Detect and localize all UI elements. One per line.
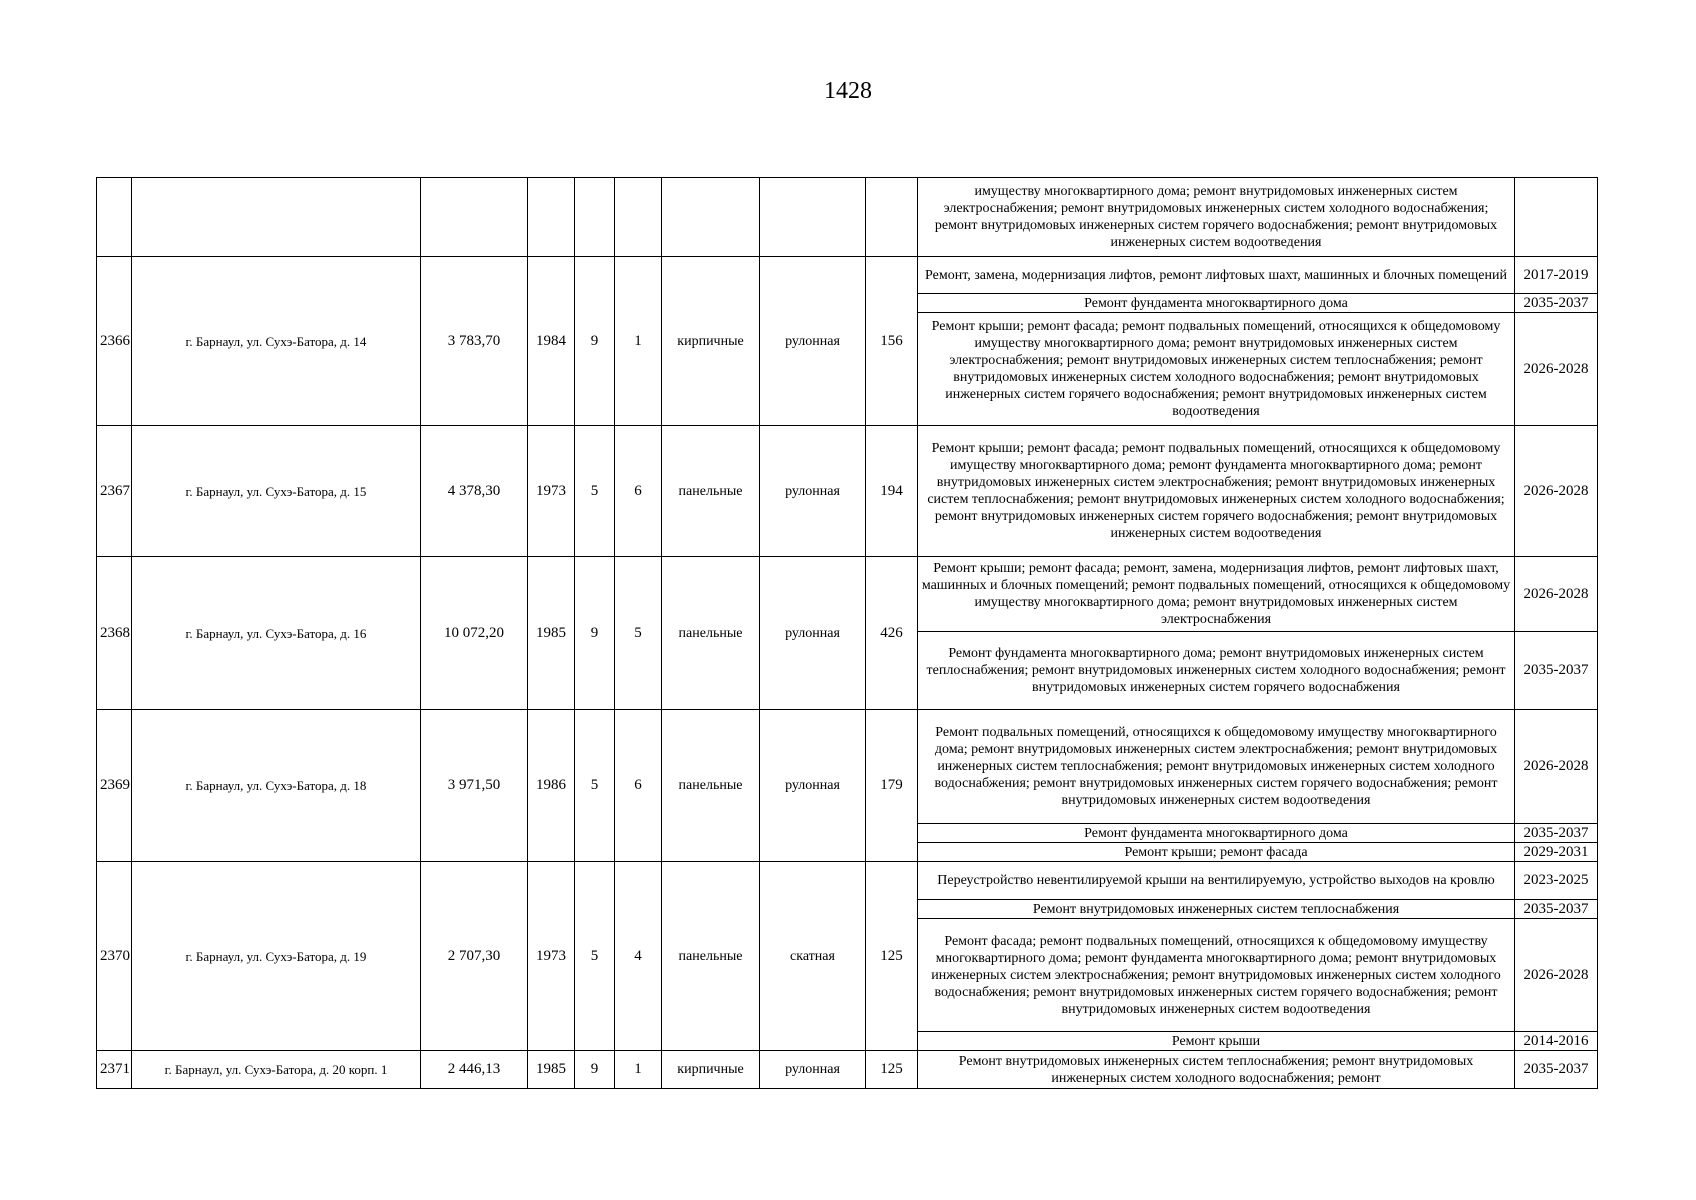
cell-walls: кирпичные — [662, 257, 760, 426]
cell-period: 2035-2037 — [1515, 294, 1598, 313]
cell-works: Ремонт крыши; ремонт фасада — [918, 843, 1515, 862]
cell-walls: панельные — [662, 710, 760, 862]
cell-period: 2026-2028 — [1515, 313, 1598, 426]
table-row — [97, 257, 1598, 294]
cell-residents: 125 — [866, 862, 918, 1051]
cell-works: Ремонт крыши; ремонт фасада; ремонт подвальных помещений, относящихся к общедомовому имуществу многоквартирного дома; ремонт внутридомовых инженерных систем электроснабжения; ремонт внутридомовых инженерных систем теплоснабжения; ремонт внутридомовых инженерных систем холодного водоснабжения; ремонт внутридомовых инженерных систем горячего водоснабжения; ремонт внутридомовых инженерных систем водоотведения — [918, 313, 1515, 426]
cell-num: 2368 — [97, 557, 132, 710]
cell-floors: 9 — [575, 257, 615, 426]
cell-walls: панельные — [662, 557, 760, 710]
cell-works: Ремонт, замена, модернизация лифтов, ремонт лифтовых шахт, машинных и блочных помещений — [918, 257, 1515, 294]
cell-address: г. Барнаул, ул. Сухэ-Батора, д. 16 — [132, 557, 421, 710]
cell-floors: 9 — [575, 557, 615, 710]
cell-year: 1985 — [528, 557, 575, 710]
cell-entrances: 6 — [615, 426, 662, 557]
cell-year: 1986 — [528, 710, 575, 862]
cell-year: 1985 — [528, 1051, 575, 1089]
cell-floors: 5 — [575, 426, 615, 557]
cell-num — [97, 178, 132, 257]
cell-period: 2026-2028 — [1515, 557, 1598, 632]
cell-roof — [760, 178, 866, 257]
cell-period: 2023-2025 — [1515, 862, 1598, 900]
cell-works: Переустройство невентилируемой крыши на вентилируемую, устройство выходов на кровлю — [918, 862, 1515, 900]
cell-address: г. Барнаул, ул. Сухэ-Батора, д. 19 — [132, 862, 421, 1051]
cell-period — [1515, 178, 1598, 257]
cell-works: Ремонт подвальных помещений, относящихся к общедомовому имуществу многоквартирного дома; ремонт внутридомовых инженерных систем электроснабжения; ремонт внутридомовых инженерных систем теплоснабжения; ремонт внутридомовых инженерных систем холодного водоснабжения; ремонт внутридомовых инженерных систем горячего водоснабжения; ремонт внутридомовых инженерных систем водоотведения — [918, 710, 1515, 824]
cell-period: 2026-2028 — [1515, 919, 1598, 1032]
cell-roof: рулонная — [760, 257, 866, 426]
cell-period: 2026-2028 — [1515, 426, 1598, 557]
cell-year — [528, 178, 575, 257]
cell-roof: рулонная — [760, 710, 866, 862]
cell-entrances: 5 — [615, 557, 662, 710]
cell-walls — [662, 178, 760, 257]
cell-works: Ремонт фундамента многоквартирного дома; ремонт внутридомовых инженерных систем теплоснабжения; ремонт внутридомовых инженерных систем холодного водоснабжения; ремонт внутридомовых инженерных систем горячего водоснабжения — [918, 632, 1515, 710]
cell-entrances: 1 — [615, 1051, 662, 1089]
cell-area: 3 971,50 — [421, 710, 528, 862]
cell-period: 2035-2037 — [1515, 1051, 1598, 1089]
cell-walls: кирпичные — [662, 1051, 760, 1089]
cell-works: Ремонт фундамента многоквартирного дома — [918, 824, 1515, 843]
cell-period: 2026-2028 — [1515, 710, 1598, 824]
cell-num: 2367 — [97, 426, 132, 557]
cell-area — [421, 178, 528, 257]
cell-entrances: 1 — [615, 257, 662, 426]
cell-period: 2029-2031 — [1515, 843, 1598, 862]
cell-year: 1973 — [528, 426, 575, 557]
cell-residents: 194 — [866, 426, 918, 557]
page-number: 1428 — [824, 78, 872, 104]
cell-works: Ремонт фасада; ремонт подвальных помещений, относящихся к общедомовому имуществу многоквартирного дома; ремонт фундамента многоквартирного дома; ремонт внутридомовых инженерных систем электроснабжения; ремонт внутридомовых инженерных систем холодного водоснабжения; ремонт внутридомовых инженерных систем горячего водоснабжения; ремонт внутридомовых инженерных систем водоотведения — [918, 919, 1515, 1032]
cell-residents: 179 — [866, 710, 918, 862]
cell-num: 2369 — [97, 710, 132, 862]
cell-works: Ремонт крыши; ремонт фасада; ремонт подвальных помещений, относящихся к общедомовому имуществу многоквартирного дома; ремонт фундамента многоквартирного дома; ремонт внутридомовых инженерных систем электроснабжения; ремонт внутридомовых инженерных систем теплоснабжения; ремонт внутридомовых инженерных систем холодного водоснабжения; ремонт внутридомовых инженерных систем горячего водоснабжения; ремонт внутридомовых инженерных систем водоотведения — [918, 426, 1515, 557]
cell-floors: 5 — [575, 710, 615, 862]
cell-floors: 5 — [575, 862, 615, 1051]
cell-walls: панельные — [662, 862, 760, 1051]
cell-address — [132, 178, 421, 257]
cell-num: 2366 — [97, 257, 132, 426]
cell-roof: скатная — [760, 862, 866, 1051]
cell-works: Ремонт крыши — [918, 1032, 1515, 1051]
table-row — [97, 1051, 1598, 1089]
table-row — [97, 710, 1598, 824]
cell-area: 4 378,30 — [421, 426, 528, 557]
cell-roof: рулонная — [760, 1051, 866, 1089]
cell-works: Ремонт фундамента многоквартирного дома — [918, 294, 1515, 313]
capital-repair-register-table — [96, 177, 1598, 1089]
cell-period: 2035-2037 — [1515, 900, 1598, 919]
cell-address: г. Барнаул, ул. Сухэ-Батора, д. 14 — [132, 257, 421, 426]
cell-works: Ремонт крыши; ремонт фасада; ремонт, замена, модернизация лифтов, ремонт лифтовых шахт, машинных и блочных помещений; ремонт подвальных помещений, относящихся к общедомовому имуществу многоквартирного дома; ремонт внутридомовых инженерных систем электроснабжения — [918, 557, 1515, 632]
cell-address: г. Барнаул, ул. Сухэ-Батора, д. 15 — [132, 426, 421, 557]
cell-area: 3 783,70 — [421, 257, 528, 426]
table-row — [97, 862, 1598, 900]
cell-roof: рулонная — [760, 426, 866, 557]
cell-residents — [866, 178, 918, 257]
cell-entrances: 6 — [615, 710, 662, 862]
cell-works: Ремонт внутридомовых инженерных систем теплоснабжения — [918, 900, 1515, 919]
cell-period: 2014-2016 — [1515, 1032, 1598, 1051]
cell-entrances — [615, 178, 662, 257]
cell-entrances: 4 — [615, 862, 662, 1051]
cell-works: имуществу многоквартирного дома; ремонт внутридомовых инженерных систем электроснабжения; ремонт внутридомовых инженерных систем холодного водоснабжения; ремонт внутридомовых инженерных систем горячего водоснабжения; ремонт внутридомовых инженерных систем водоотведения — [918, 178, 1515, 257]
cell-period: 2035-2037 — [1515, 632, 1598, 710]
cell-area: 2 707,30 — [421, 862, 528, 1051]
cell-residents: 426 — [866, 557, 918, 710]
cell-area: 2 446,13 — [421, 1051, 528, 1089]
cell-year: 1973 — [528, 862, 575, 1051]
cell-works: Ремонт внутридомовых инженерных систем теплоснабжения; ремонт внутридомовых инженерных систем холодного водоснабжения; ремонт — [918, 1051, 1515, 1089]
continuation-row — [97, 178, 1598, 257]
cell-residents: 156 — [866, 257, 918, 426]
cell-num: 2371 — [97, 1051, 132, 1089]
cell-walls: панельные — [662, 426, 760, 557]
cell-num: 2370 — [97, 862, 132, 1051]
cell-roof: рулонная — [760, 557, 866, 710]
cell-period: 2035-2037 — [1515, 824, 1598, 843]
cell-year: 1984 — [528, 257, 575, 426]
cell-area: 10 072,20 — [421, 557, 528, 710]
cell-floors — [575, 178, 615, 257]
cell-residents: 125 — [866, 1051, 918, 1089]
cell-period: 2017-2019 — [1515, 257, 1598, 294]
table-row — [97, 557, 1598, 632]
table-row — [97, 426, 1598, 557]
cell-address: г. Барнаул, ул. Сухэ-Батора, д. 20 корп. 1 — [132, 1051, 421, 1089]
cell-address: г. Барнаул, ул. Сухэ-Батора, д. 18 — [132, 710, 421, 862]
cell-floors: 9 — [575, 1051, 615, 1089]
